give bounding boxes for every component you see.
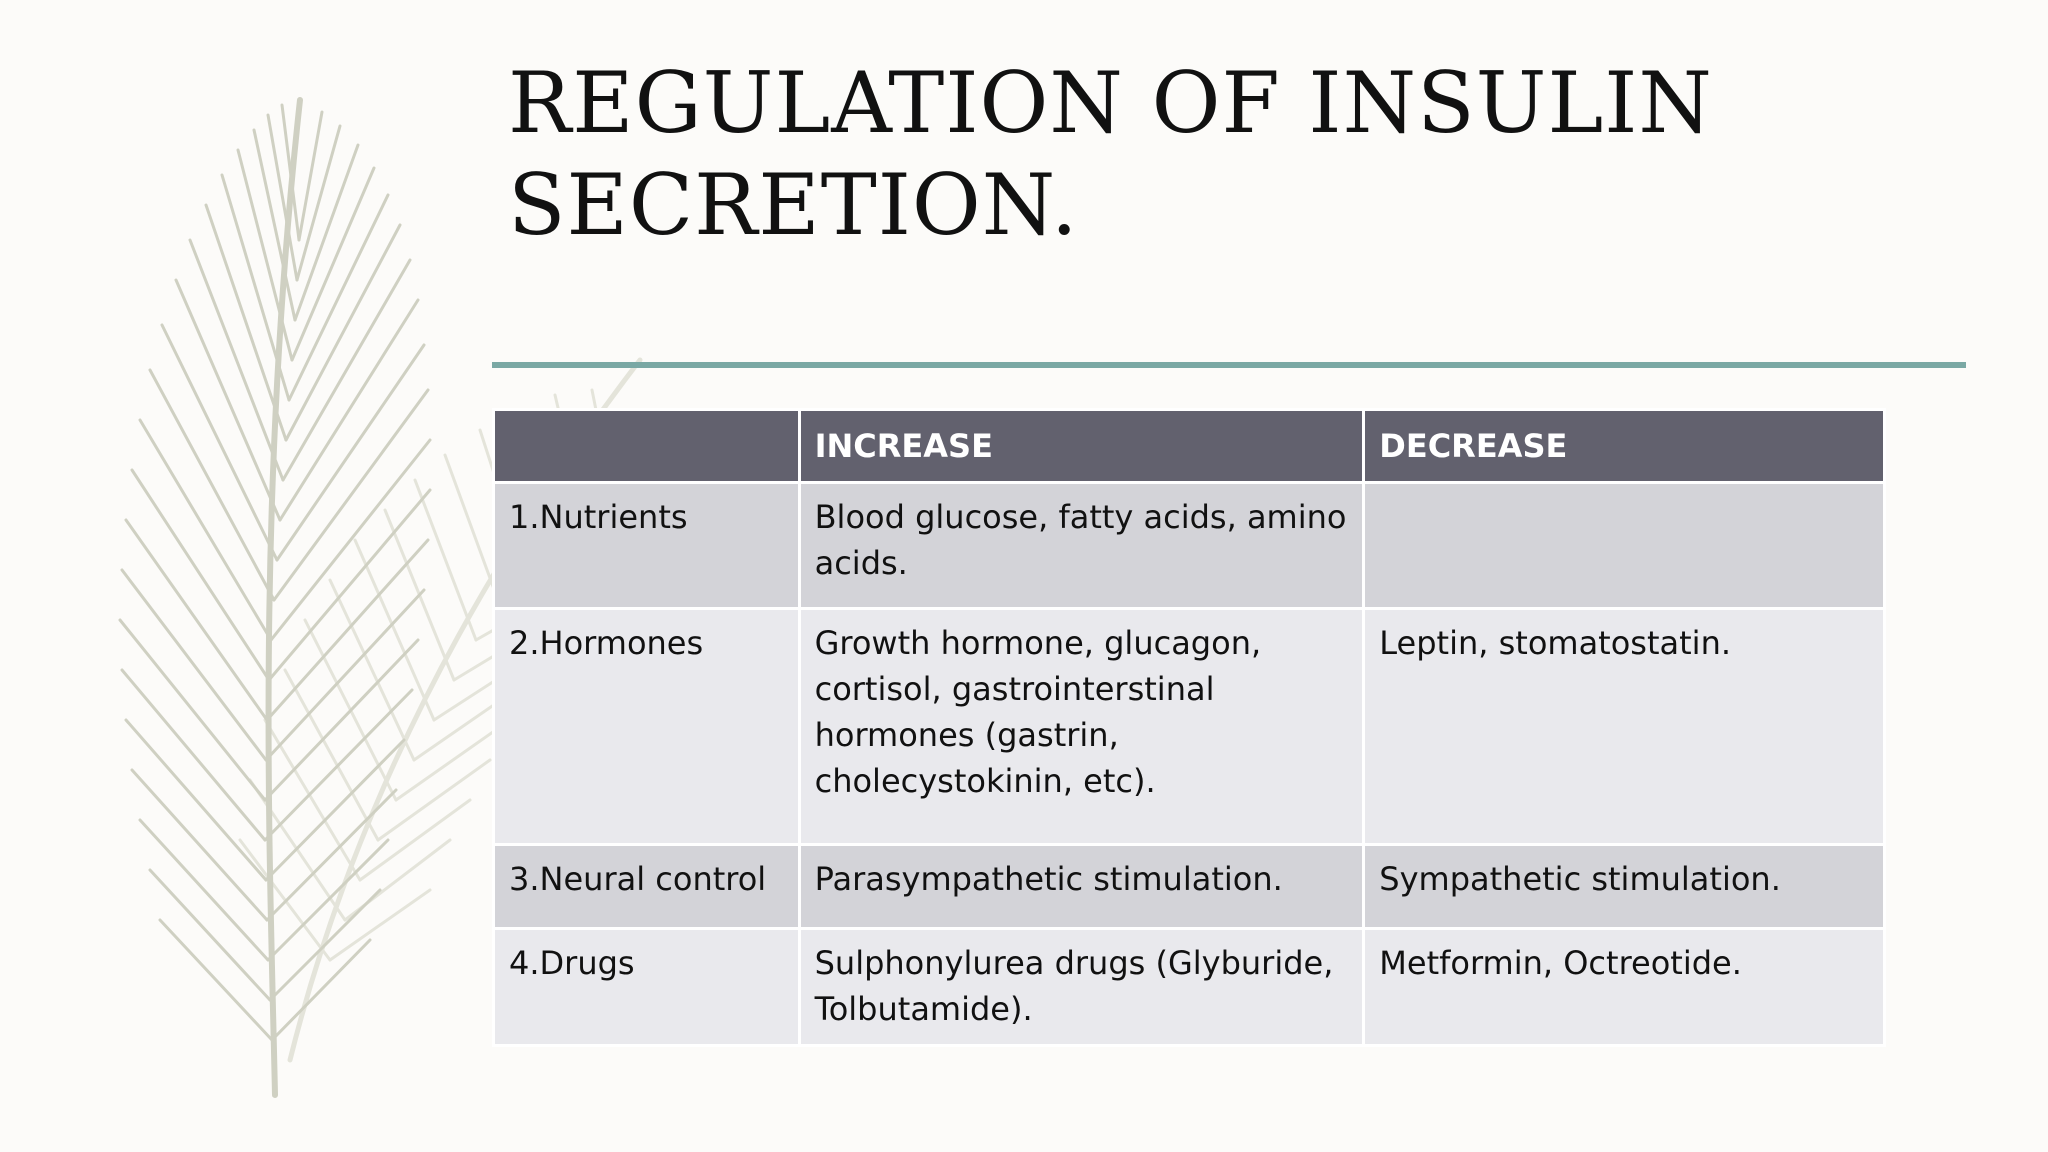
cell-increase: Sulphonylurea drugs (Glyburide, Tolbutamide). — [799, 929, 1364, 1046]
header-category — [494, 410, 800, 483]
table-row — [494, 929, 1885, 1046]
cell-category: 3.Neural control — [494, 845, 800, 929]
table-row — [494, 483, 1885, 609]
cell-decrease — [1364, 483, 1885, 609]
title-divider — [492, 362, 1966, 368]
slide-title: REGULATION OF INSULIN SECRETION. — [508, 54, 1713, 254]
header-decrease: DECREASE — [1364, 410, 1885, 483]
cell-category: 1.Nutrients — [494, 483, 800, 609]
cell-category: 4.Drugs — [494, 929, 800, 1046]
cell-increase: Parasympathetic stimulation. — [799, 845, 1364, 929]
header-increase: INCREASE — [799, 410, 1364, 483]
cell-increase: Growth hormone, glucagon, cortisol, gastrointerstinal hormones (gastrin, cholecystokinin, etc). — [799, 609, 1364, 845]
table-row — [494, 609, 1885, 845]
cell-decrease: Leptin, stomatostatin. — [1364, 609, 1885, 845]
cell-increase: Blood glucose, fatty acids, amino acids. — [799, 483, 1364, 609]
cell-decrease: Metformin, Octreotide. — [1364, 929, 1885, 1046]
regulation-table — [492, 408, 1886, 1047]
table-row — [494, 845, 1885, 929]
cell-decrease: Sympathetic stimulation. — [1364, 845, 1885, 929]
cell-category: 2.Hormones — [494, 609, 800, 845]
table-header-row — [494, 410, 1885, 483]
